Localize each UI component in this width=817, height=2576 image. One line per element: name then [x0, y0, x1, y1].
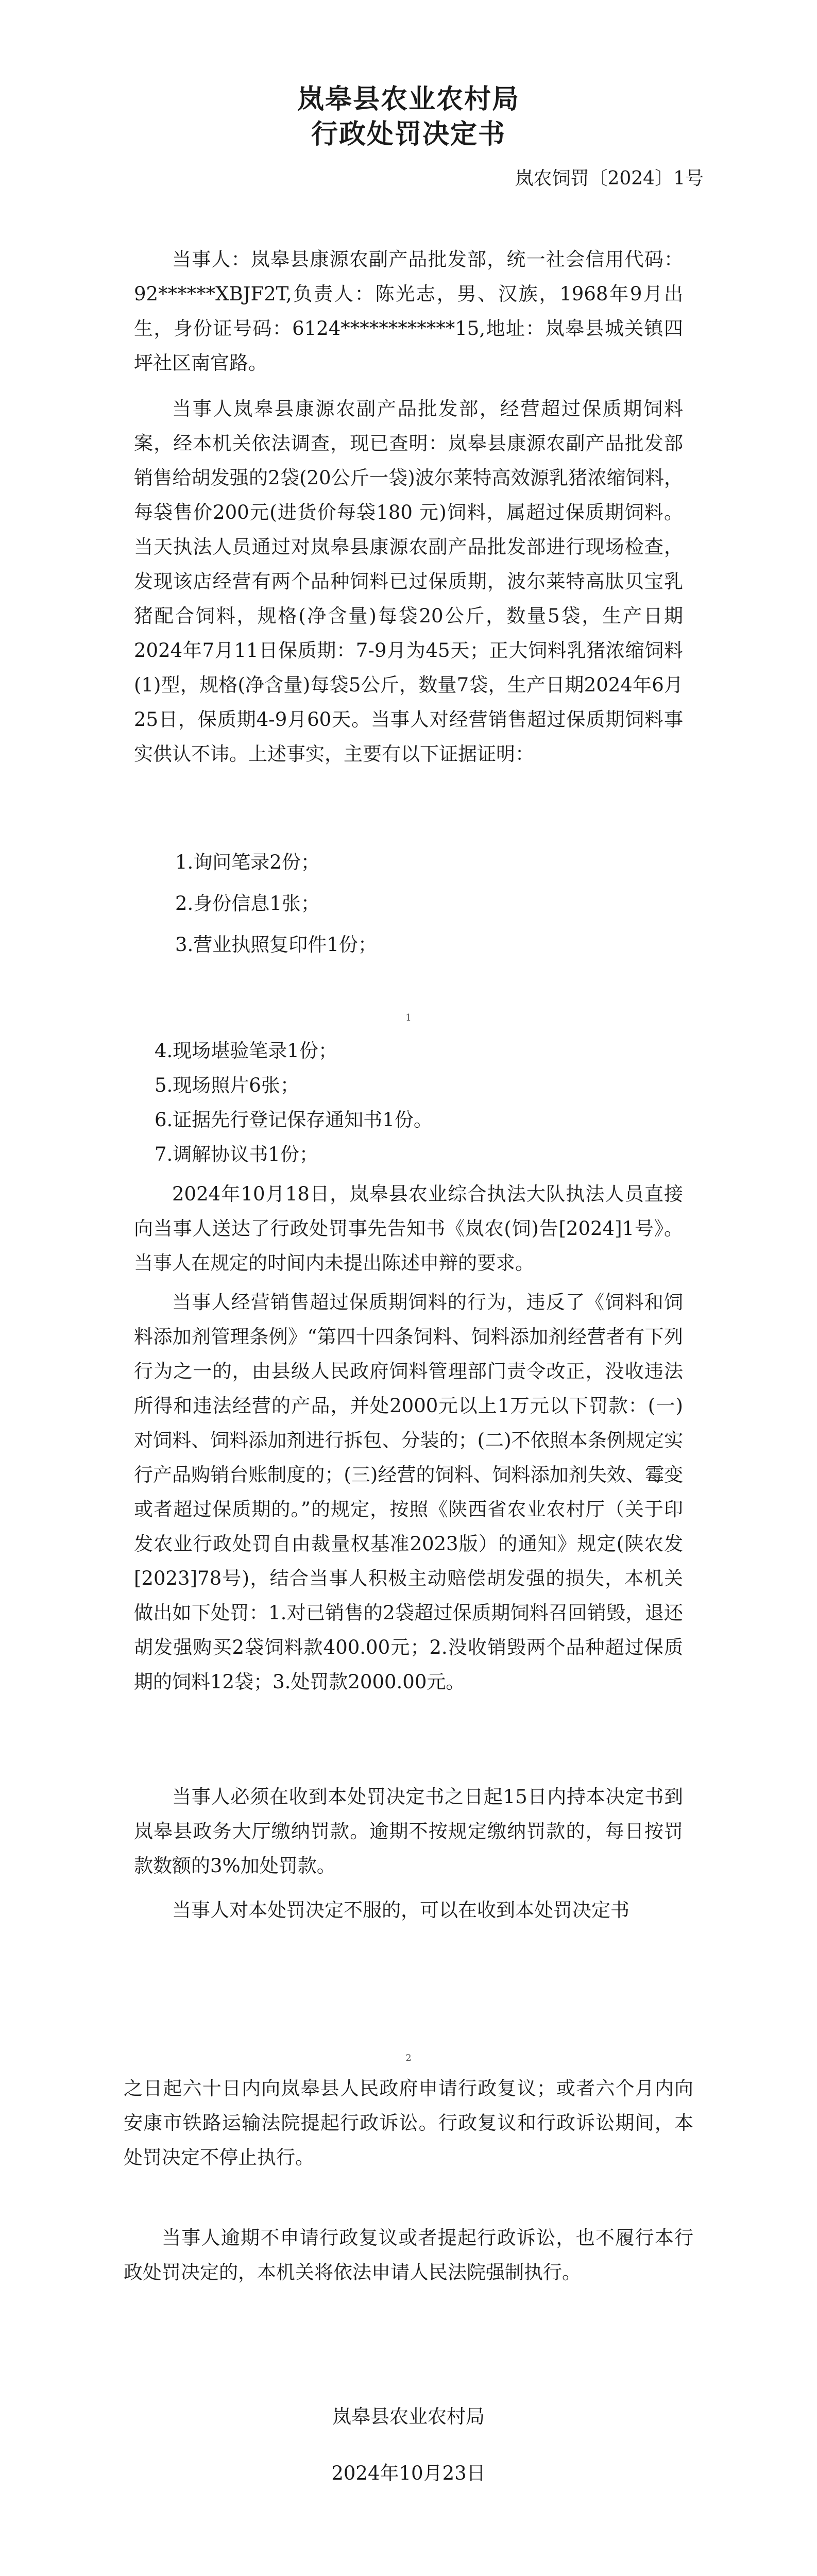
document-number: 岚农饲罚〔2024〕1号 [515, 168, 704, 189]
appeal-paragraph-continued: 之日起六十日内向岚皋县人民政府申请行政复议；或者六个月内向安康市铁路运输法院提起行政诉讼。行政复议和行政诉讼期间，本处罚决定不停止执行。 [124, 2077, 693, 2168]
evidence-item-3: 3.营业执照复印件1份； [175, 934, 377, 956]
page-number-1: 1 [405, 1012, 412, 1023]
issue-date: 2024年10月23日 [331, 2462, 486, 2484]
evidence-item-2: 2.身份信息1张； [175, 892, 320, 914]
evidence-item-7: 7.调解协议书1份； [155, 1143, 318, 1165]
notice-paragraph: 2024年10月18日，岚皋县农业综合执法大队执法人员直接向当事人送达了行政处罚事先告知书《岚农(饲)告[2024]1号》。当事人在规定的时间内未提出陈述申辩的要求。 [134, 1183, 683, 1274]
evidence-item-1: 1.询问笔录2份； [175, 851, 320, 873]
appeal-paragraph-start: 当事人对本处罚决定不服的，可以在收到本处罚决定书 [172, 1899, 629, 1921]
facts-paragraph: 当事人岚皋县康源农副产品批发部，经营超过保质期饲料案，经本机关依法调查，现已查明：岚皋县康源农副产品批发部销售给胡发强的2袋(20公斤一袋)波尔莱特高效源乳猪浓缩饲料，每袋售价200元(进货价每袋180 元)饲料，属超过保质期饲料。当天执法人员通过对岚皋县康源农副产品批发部进行现场检查，发现该店经营有两个品种饲料已过保质期，波尔莱特高肽贝宝乳猪配合饲料，规格(净含量)每袋20公斤，数量5袋，生产日期2024年7月11日保质期：7-9月为45天；正大饲料乳猪浓缩饲料(1)型，规格(净含量)每袋5公斤，数量7袋，生产日期2024年6月25日，保质期4-9月60天。当事人对经营销售超过保质期饲料事实供认不讳。上述事实，主要有以下证据证明： [134, 398, 683, 765]
document-page-2 [0, 1027, 817, 2066]
document-page-3 [0, 2066, 817, 2576]
party-info-paragraph: 当事人：岚皋县康源农副产品批发部，统一社会信用代码：92******XBJF2T,负责人：陈光志，男、汉族，1968年9月出生，身份证号码：6124************15,地址：岚皋县城关镇四坪社区南官路。 [134, 248, 683, 374]
payment-paragraph: 当事人必须在收到本处罚决定书之日起15日内持本决定书到岚皋县政务大厅缴纳罚款。逾期不按规定缴纳罚款的，每日按罚款数额的3%加处罚款。 [134, 1786, 683, 1877]
issuing-organization: 岚皋县农业农村局 [332, 2405, 485, 2428]
evidence-item-5: 5.现场照片6张； [155, 1074, 299, 1096]
document-page-1 [0, 0, 817, 1027]
document-title-line1: 岚皋县农业农村局 [297, 83, 520, 115]
evidence-item-6: 6.证据先行登记保存通知书1份。 [155, 1109, 433, 1131]
decision-paragraph: 当事人经营销售超过保质期饲料的行为，违反了《饲料和饲料添加剂管理条例》“第四十四条饲料、饲料添加剂经营者有下列行为之一的，由县级人民政府饲料管理部门责令改正，没收违法所得和违法经营的产品，并处2000元以上1万元以下罚款：(一)对饲料、饲料添加剂进行拆包、分装的；(二)不依照本条例规定实行产品购销台账制度的；(三)经营的饲料、饲料添加剂失效、霉变或者超过保质期的。”的规定，按照《陕西省农业农村厅（关于印发农业行政处罚自由裁量权基准2023版）的通知》规定(陕农发[2023]78号)，结合当事人积极主动赔偿胡发强的损失，本机关做出如下处罚：1.对已销售的2袋超过保质期饲料召回销毁，退还胡发强购买2袋饲料款400.00元；2.没收销毁两个品种超过保质期的饲料12袋；3.处罚款2000.00元。 [134, 1291, 684, 1693]
enforcement-paragraph: 当事人逾期不申请行政复议或者提起行政诉讼，也不履行本行政处罚决定的，本机关将依法申请人民法院强制执行。 [124, 2227, 693, 2283]
page-number-2: 2 [405, 2053, 412, 2063]
document-title-line2: 行政处罚决定书 [311, 118, 506, 150]
evidence-item-4: 4.现场堪验笔录1份； [155, 1040, 337, 1062]
